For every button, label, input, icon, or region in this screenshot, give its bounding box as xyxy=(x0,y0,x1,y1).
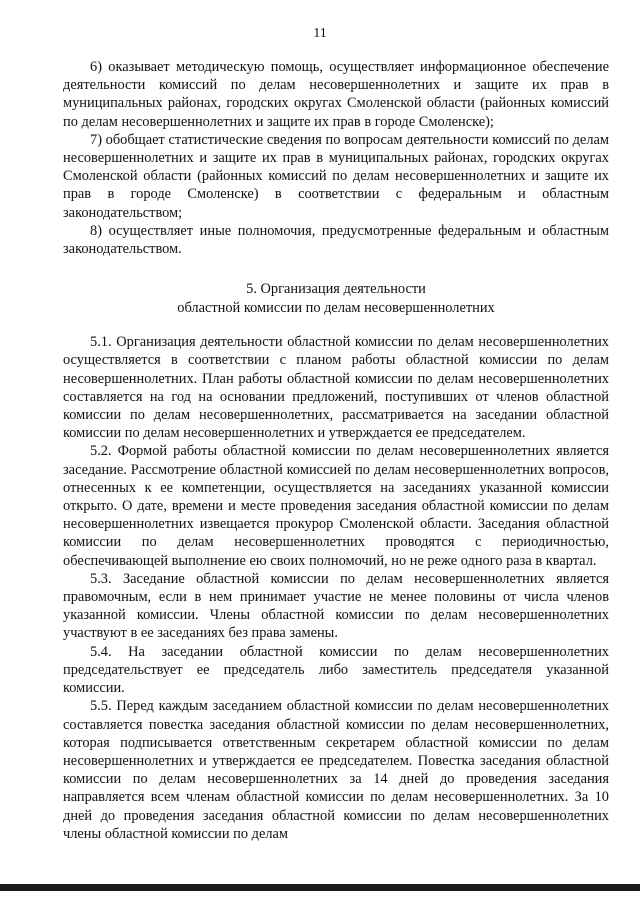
section-heading xyxy=(63,280,609,318)
paragraph-5-5: 5.5. Перед каждым заседанием областной комиссии по делам несовершеннолетних составляется повестка заседания областной комиссии по делам несовершеннолетних, которая подписывается ответственным секретарем областной комиссии по делам несовершеннолетних и утверждается ее председателем. Повестка заседания областной комиссии по делам несовершеннолетних за 14 дней до проведения заседания направляется всем членам областной комиссии по делам несовершеннолетних. За 10 дней до проведения заседания областной комиссии по делам несовершеннолетних члены областной комиссии по делам xyxy=(63,698,609,842)
document-body xyxy=(63,58,609,843)
page-number: 11 xyxy=(313,26,327,41)
list-item: 7) обобщает статистические сведения по вопросам деятельности комиссий по делам несовершеннолетних и защите их прав в муниципальных районах, городских округах Смоленской области (районных комиссий по делам несовершеннолетних и защите их прав в городе Смоленске) в соответствии с федеральным и областным законодательством; xyxy=(63,131,609,221)
paragraph-5-1: 5.1. Организация деятельности областной комиссии по делам несовершеннолетних осуществляется в соответствии с планом работы областной комиссии по делам несовершеннолетних. План работы областной комиссии по делам несовершеннолетних составляется на год на основании предложений, поступивших от членов областной комиссии по делам несовершеннолетних, рассматривается на заседании областной комиссии по делам несовершеннолетних и утверждается ее председателем. xyxy=(63,334,609,442)
list-item: 6) оказывает методическую помощь, осуществляет информационное обеспечение деятельности комиссий по делам несовершеннолетних и защите их прав в муниципальных районах, городских округах Смоленской области (районных комиссий по делам несовершеннолетних и защите их прав в городе Смоленске); xyxy=(63,59,609,130)
scan-bottom-edge xyxy=(0,884,640,891)
section-subtitle: областной комиссии по делам несовершеннолетних xyxy=(177,300,495,317)
section-title: 5. Организация деятельности xyxy=(246,281,426,298)
paragraph-5-2: 5.2. Формой работы областной комиссии по делам несовершеннолетних является заседание. Рассмотрение областной комиссией по делам несовершеннолетних вопросов, отнесенных к ее компетенции, осуществляется на заседаниях указанной комиссии открыто. О дате, времени и месте проведения заседания областной комиссии по делам несовершеннолетних извещается прокурор Смоленской области. Заседания областной комиссии по делам несовершеннолетних проводятся с периодичностью, обеспечивающей выполнение ею своих полномочий, но не реже одного раза в квартал. xyxy=(63,443,609,569)
paragraph-5-3: 5.3. Заседание областной комиссии по делам несовершеннолетних является правомочным, если в нем принимает участие не менее половины от числа членов указанной комиссии. Члены областной комиссии по делам несовершеннолетних участвуют в ее заседаниях без права замены. xyxy=(63,570,609,642)
paragraph-5-4: 5.4. На заседании областной комиссии по делам несовершеннолетних председательствует ее председатель либо заместитель председателя указанной комиссии. xyxy=(63,643,609,697)
list-item: 8) осуществляет иные полномочия, предусмотренные федеральным и областным законодательством. xyxy=(63,222,609,258)
